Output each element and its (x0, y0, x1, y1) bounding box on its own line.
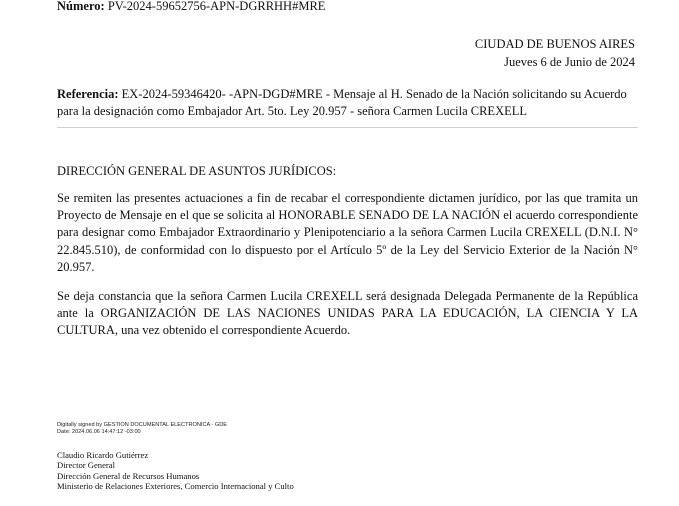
document-number-value: PV-2024-59652756-APN-DGRRHH#MRE (107, 0, 326, 13)
addressee-heading: DIRECCIÓN GENERAL DE ASUNTOS JURÍDICOS: (57, 164, 337, 178)
place-date-block (475, 35, 635, 71)
body-paragraph: Se deja constancia que la señora Carmen Lucila CREXELL será designada Delegada Permanente de la República ante la ORGANIZACIÓN DE LAS NACIONES UNIDAS PARA LA EDUCACIÓN, LA CIENCIA Y LA CULTURA, una vez obtenido el correspondiente Acuerdo. (57, 289, 638, 338)
signatory-department: Dirección General de Recursos Humanos (57, 470, 200, 481)
digital-signature-signer: Digitally signed by GESTION DOCUMENTAL ELECTRONICA - GDE (57, 422, 228, 428)
signatory-block (57, 450, 294, 492)
reference-text: EX-2024-59346420- -APN-DGD#MRE - Mensaje al H. Senado de la Nación solicitando su Acuerdo para la designación como Embajador Art. 5to. Ley 20.957 - señora Carmen Lucila CREXELL (57, 87, 627, 118)
reference-label: Referencia: (57, 87, 119, 101)
digital-signature-date: Date: 2024.06.06 14:47:12 -03:00 (57, 429, 141, 435)
signatory-ministry: Ministerio de Relaciones Exteriores, Comercio Internacional y Culto (57, 481, 294, 492)
body-paragraph: Se remiten las presentes actuaciones a fin de recabar el correspondiente dictamen jurídico, por las que tramita un Proyecto de Mensaje en el que se solicita al HONORABLE SENADO DE LA NACIÓN el acuerdo correspondiente para designar como Embajador Extraordinario y Plenipotenciario a la señora Carmen Lucila CREXELL (D.N.I. N° 22.845.510), de conformidad con lo dispuesto por el Artículo 5º de la Ley del Servicio Exterior de la Nación N° 20.957. (57, 191, 638, 274)
signatory-name: Claudio Ricardo Gutiérrez (57, 450, 149, 460)
reference-block (57, 86, 638, 120)
document-number-label: Número: (57, 0, 105, 13)
digital-signature-stamp (57, 422, 227, 436)
divider (57, 127, 638, 128)
document-number (57, 0, 325, 14)
city: CIUDAD DE BUENOS AIRES (474, 37, 635, 51)
document-date: Jueves 6 de Junio de 2024 (504, 55, 635, 69)
signatory-title: Director General (57, 460, 115, 471)
